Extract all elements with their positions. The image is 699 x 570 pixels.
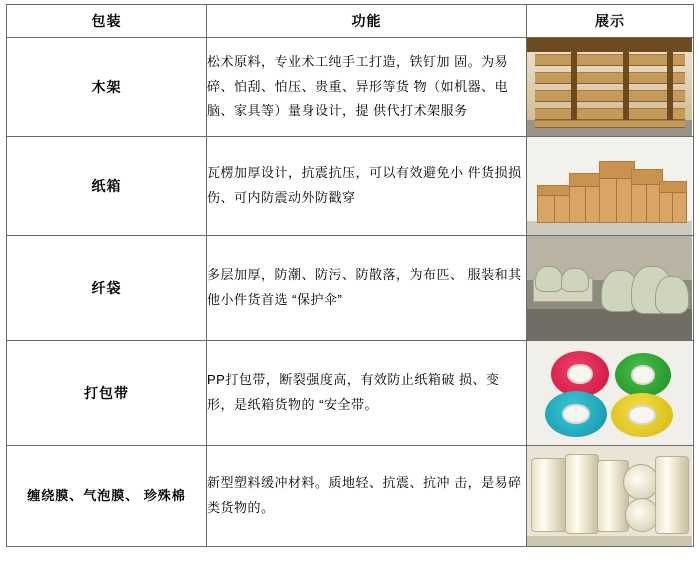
table-header-row [7,5,694,38]
cell-category-wood: 木架 [7,38,207,137]
cell-display-strap [527,341,694,446]
cell-function-film: 新型塑料缓冲材料。质地轻、抗震、抗冲 击，是易碎类货物的。 [207,446,527,547]
packaging-table [6,4,694,547]
cell-display-carton [527,137,694,236]
table-row [7,236,694,341]
cell-display-wood [527,38,694,137]
wooden-crate-photo [527,38,692,136]
cell-category-carton: 纸箱 [7,137,207,236]
woven-bags-photo [527,236,692,340]
cell-category-bag: 纤袋 [7,236,207,341]
cell-function-carton: 瓦楞加厚设计，抗震抗压，可以有效避免小 件货损损伤、可内防震动外防戳穿 [207,137,527,236]
cell-category-film: 缠绕膜、气泡膜、 珍殊棉 [7,446,207,547]
table-row [7,341,694,446]
column-header-function: 功能 [207,5,527,38]
carton-boxes-photo [527,137,692,235]
table-row [7,38,694,137]
cell-category-strap: 打包带 [7,341,207,446]
column-header-packaging: 包装 [7,5,207,38]
table-row [7,446,694,547]
cell-display-film [527,446,694,547]
cell-function-wood: 松术原料，专业术工纯手工打造，铁钉加 固。为易碎、怕刮、怕压、贵重、异形等货 物（如机器、电脑、家具等）量身设计，提 供代打术架服务 [207,38,527,137]
strapping-rolls-photo [527,341,692,445]
cell-display-bag [527,236,694,341]
cell-function-bag: 多层加厚，防潮、防污、防散落，为布匹、 服装和其他小件货首选 “保护伞” [207,236,527,341]
cell-function-strap: PP打包带，断裂强度高，有效防止纸箱破 损、变形，是纸箱货物的 “安全带。 [207,341,527,446]
column-header-display: 展示 [527,5,694,38]
table-row [7,137,694,236]
stretch-film-photo [527,446,692,546]
